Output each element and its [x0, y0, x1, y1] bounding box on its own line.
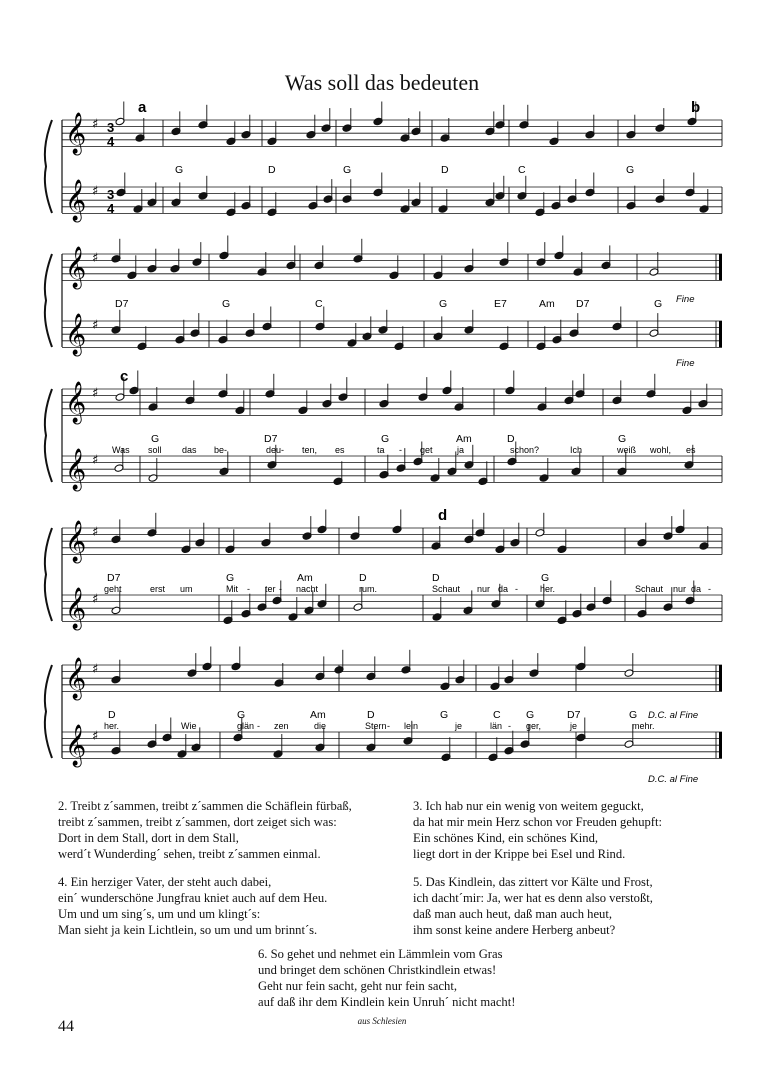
chord-symbol: Am [310, 709, 326, 721]
brace [45, 389, 52, 482]
lyric-syllable: schon? [510, 445, 540, 455]
chord-symbol: G [626, 164, 635, 176]
lyric-syllable: - [247, 584, 250, 594]
lyric-syllable: Was [112, 445, 130, 455]
lyric-syllable: nur [477, 584, 491, 594]
lyric-syllable: - [515, 584, 518, 594]
time-signature-top: 3 [107, 120, 115, 135]
chord-symbol: G [629, 709, 638, 721]
lyric-syllable: län [490, 721, 503, 731]
lyric-syllable: je [570, 721, 578, 731]
chord-symbol: G [541, 572, 550, 584]
chord-symbol: G [618, 433, 627, 445]
lyric-syllable: Ich [570, 445, 583, 455]
lyric-syllable: mehr. [632, 721, 655, 731]
lyric-syllable: nacht [296, 584, 319, 594]
lyric-syllable: rum. [359, 584, 377, 594]
verse-3: 3. Ich hab nur ein wenig von weitem geguckt, da hat mir mein Herz schon vor Freuden gehupft: Ein schönes Kind, ein schönes Kind, liegt dort in der Krippe bei Esel und Rind. [413, 799, 663, 861]
chord-symbol: G [439, 298, 448, 310]
lower-staff [62, 718, 722, 768]
key-signature-sharp: ♯ [92, 453, 99, 468]
chord-symbol: G [222, 298, 231, 310]
lyric-syllable: zen [274, 721, 289, 731]
key-signature-sharp: ♯ [92, 386, 99, 401]
lyric-syllable: die [314, 721, 327, 731]
chord-symbol: G [237, 709, 246, 721]
chord-symbol: G [526, 709, 535, 721]
rehearsal-mark: a [138, 99, 147, 116]
treble-clef-icon: 𝄞 [65, 588, 87, 629]
music-system [45, 647, 722, 768]
lyric-syllable: Schaut [432, 584, 461, 594]
chord-symbol: G [381, 433, 390, 445]
upper-staff [62, 371, 722, 425]
lyric-syllable: deu- [266, 445, 285, 455]
music-system [45, 102, 722, 223]
lyric-syllable: Mit [226, 584, 238, 594]
lyric-syllable: her. [540, 584, 556, 594]
lyric-syllable: Stern [365, 721, 387, 731]
final-barline-thick [719, 665, 722, 691]
final-barline-thick [719, 321, 722, 347]
rehearsal-mark: c [120, 368, 129, 385]
chord-symbol: G [151, 433, 160, 445]
treble-clef-icon: 𝄞 [65, 113, 87, 154]
chord-symbol: D7 [567, 709, 581, 721]
key-signature-sharp: ♯ [92, 184, 99, 199]
source-note: aus Schlesien [357, 1016, 407, 1026]
lyric-syllable: Wie [181, 721, 197, 731]
treble-clef-icon: 𝄞 [65, 725, 87, 766]
verse-2: 2. Treibt z´sammen, treibt z´sammen die Schäflein fürbaß, treibt z´sammen, treibt z´sammen, dort zeiget sich was: Dort in dem Stall, dort in dem Stall, werd´t Wunderding´ sehen, treibt z´sammen einmal. [58, 799, 352, 861]
chord-symbol: Am [297, 572, 313, 584]
rehearsal-mark: b [691, 99, 701, 116]
chord-symbol: D [268, 164, 276, 176]
music-system [45, 371, 722, 492]
treble-clef-icon: 𝄞 [65, 449, 87, 490]
lyric-syllable: - [257, 721, 260, 731]
treble-clef-icon: 𝄞 [65, 521, 87, 562]
chord-symbol: G [654, 298, 663, 310]
lyric-syllable: geht [104, 584, 122, 594]
lyric-syllable: wohl, [650, 445, 672, 455]
treble-clef-icon: 𝄞 [65, 247, 87, 288]
lyric-syllable: ter [265, 584, 276, 594]
lyric-syllable: um [180, 584, 193, 594]
lyric-syllable: - [387, 721, 390, 731]
treble-clef-icon: 𝄞 [65, 180, 87, 221]
verse-4: 4. Ein herziger Vater, der steht auch dabei, ein´ wunderschöne Jungfrau kniet auch auf dem Heu. Um und um sing´s, um und um klingt´s: Man sieht ja kein Lichtlein, so um und um brinnt´s. [58, 875, 328, 937]
key-signature-sharp: ♯ [92, 117, 99, 132]
lyric-syllable: je [455, 721, 463, 731]
treble-clef-icon: 𝄞 [65, 314, 87, 355]
lyric-syllable: her. [104, 721, 120, 731]
lyric-syllable: - [508, 721, 511, 731]
lyric-syllable: das [182, 445, 197, 455]
upper-staff [62, 647, 722, 701]
chord-symbol: D [108, 709, 116, 721]
chord-symbol: D [507, 433, 515, 445]
page-number: 44 [58, 1018, 74, 1035]
lyric-syllable: nur [673, 584, 687, 594]
chord-symbol: D [432, 572, 440, 584]
lyric-syllable: be- [214, 445, 228, 455]
brace [45, 120, 52, 213]
chord-symbol: D [359, 572, 367, 584]
verse-6: 6. So gehet und nehmet ein Lämmlein vom Gras und bringet dem schönen Christkindlein etwas! Geht nur fein sacht, geht nur fein sacht, auf daß ihr dem Kindlein kein Unruh´ nicht macht! [258, 947, 516, 1009]
key-signature-sharp: ♯ [92, 592, 99, 607]
fine-marking: Fine [676, 294, 695, 305]
lyric-syllable: glän [237, 721, 255, 731]
chord-symbol: D7 [107, 572, 121, 584]
chord-symbol: D [441, 164, 449, 176]
music-system [45, 510, 722, 631]
key-signature-sharp: ♯ [92, 318, 99, 333]
upper-staff [62, 102, 722, 156]
upper-staff [62, 236, 722, 290]
final-barline-thick [719, 254, 722, 280]
time-signature-top: 3 [107, 187, 115, 202]
dc-al-fine-marking: D.C. al Fine [648, 774, 699, 785]
chord-symbol: C [315, 298, 323, 310]
lyric-syllable: ten, [302, 445, 318, 455]
chord-symbol: Am [539, 298, 555, 310]
chord-symbol: D [367, 709, 375, 721]
lyric-syllable: ja [457, 445, 465, 455]
key-signature-sharp: ♯ [92, 729, 99, 744]
key-signature-sharp: ♯ [92, 251, 99, 266]
brace [45, 665, 52, 758]
lyric-syllable: es [686, 445, 696, 455]
treble-clef-icon: 𝄞 [65, 658, 87, 699]
lyric-syllable: - [708, 584, 711, 594]
verse-5: 5. Das Kindlein, das zittert vor Kälte und Frost, ich dacht´mir: Ja, wer hat es denn also verstoßt, daß man auch heut, daß man auch heut, ihm sonst keine andere Herberg anbeut? [413, 875, 653, 937]
chord-symbol: D7 [576, 298, 590, 310]
lower-staff [62, 307, 722, 357]
lower-staff [62, 173, 722, 223]
lyric-syllable: erst [150, 584, 166, 594]
lyric-syllable: da [691, 584, 702, 594]
rehearsal-mark: d [438, 507, 448, 524]
dc-al-fine-marking: D.C. al Fine [648, 710, 699, 721]
chord-symbol: C [493, 709, 501, 721]
brace [45, 528, 52, 621]
chord-symbol: G [175, 164, 184, 176]
lyric-syllable: ger, [526, 721, 542, 731]
music-system [45, 236, 722, 357]
upper-staff [62, 510, 722, 564]
key-signature-sharp: ♯ [92, 662, 99, 677]
lyric-syllable: weiß [617, 445, 637, 455]
lyric-syllable: Schaut [635, 584, 664, 594]
song-title: Was soll das bedeuten [284, 70, 480, 95]
lyric-syllable: ta [377, 445, 385, 455]
chord-symbol: D7 [264, 433, 278, 445]
lyric-syllable: get [420, 445, 433, 455]
lyric-syllable: - [279, 584, 282, 594]
lyric-syllable: es [335, 445, 345, 455]
time-signature-bottom: 4 [107, 201, 115, 216]
chord-symbol: D7 [115, 298, 129, 310]
lyric-syllable: - [399, 445, 402, 455]
chord-symbol: G [226, 572, 235, 584]
chord-symbol: C [518, 164, 526, 176]
final-barline-thick [719, 732, 722, 758]
treble-clef-icon: 𝄞 [65, 382, 87, 423]
time-signature-bottom: 4 [107, 134, 115, 149]
lyric-syllable: soll [148, 445, 162, 455]
chord-symbol: E7 [494, 298, 507, 310]
chord-symbol: Am [456, 433, 472, 445]
brace [45, 254, 52, 347]
lyric-syllable: lein [404, 721, 419, 731]
chord-symbol: G [440, 709, 449, 721]
key-signature-sharp: ♯ [92, 525, 99, 540]
chord-symbol: G [343, 164, 352, 176]
lyric-syllable: da [498, 584, 509, 594]
fine-marking: Fine [676, 358, 695, 369]
